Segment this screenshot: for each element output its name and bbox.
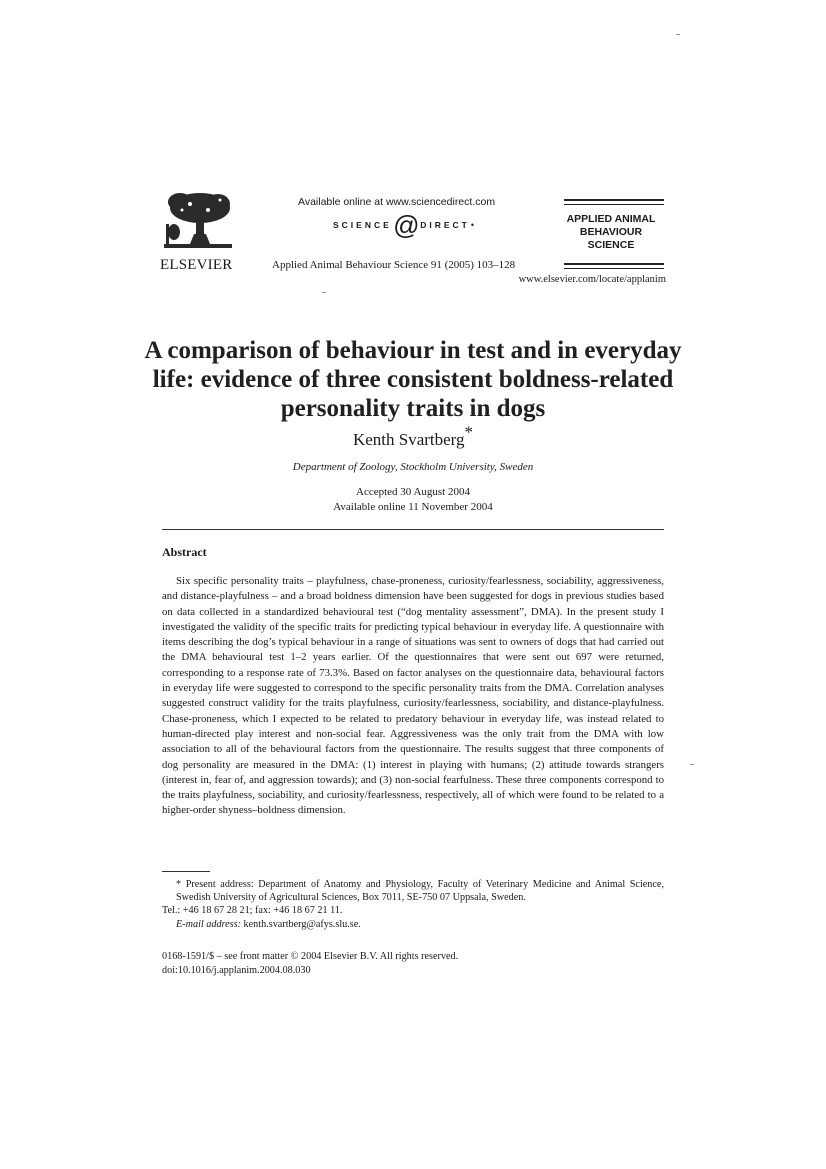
abstract-body: Six specific personality traits – playfulness, chase-proneness, curiosity/fearlessness, sociability, aggressiveness, and distance-playfulness – and a broad boldness dimension have been suggested for dogs in previous studies based on data collected in a standardized behavioural test (“dog mentality assessment”, DMA). In the present study I investigated the validity of the specific traits for predicting typical behaviour in everyday life. A questionnaire with items describing the dog’s typical behaviour in a range of situations was sent to owners of dogs that had carried out the DMA behavioural test 1–2 years earlier. Of the questionnaires that were sent out 697 were returned, corresponding to a response rate of 73.3%. Based on factor analyses on the questionnaire data, behavioural factors in everyday life were suggested to correspond to the specific personality traits from the DMA. Correlation analyses suggested construct validity for the traits playfulness, curiosity/fearlessness, sociability, and distance-playfulness. Chase-proneness, which I expected to be related to predatory behaviour in everyday life, was instead related to human-directed play interest and non-social fear. Aggressiveness was the only trait from the DMA with low association to all of the behavioural factors from the questionnaire. The results suggest that three components of dog personality are measured in the DMA: (1) interest in playing with humans; (2) attitude towards strangers (interest in, fear of, and aggression towards); and (3) non-social fearfulness. These three components correspond to the traits playfulness, sociability, and curiosity/fearlessness, respectively, all of which were found to be related to a higher-order shyness–boldness dimension.	[162, 575, 664, 817]
copyright-block	[162, 950, 664, 977]
sciencedirect-logo-dot: •	[470, 220, 474, 230]
sciencedirect-at-symbol: @	[392, 210, 420, 240]
copyright-line: 0168-1591/$ – see front matter © 2004 Elsevier B.V. All rights reserved.	[162, 951, 459, 962]
paper-title	[140, 336, 686, 423]
journal-rule-bottom	[564, 263, 664, 269]
footnote-email-address: kenth.svartberg@afys.slu.se.	[243, 918, 361, 930]
footnote-phone: Tel.: +46 18 67 28 21; fax: +46 18 67 21 11.	[162, 905, 343, 917]
abstract-heading: Abstract	[162, 545, 207, 559]
footnote-address: * Present address: Department of Anatomy and Physiology, Faculty of Veterinary Medicine and Animal Science, Swedish University of Agricultural Sciences, Box 7011, SE-750 07 Uppsala, Sweden.	[176, 879, 664, 904]
author-affiliation: Department of Zoology, Stockholm University, Sweden	[292, 461, 534, 473]
author-footnote-mark: *	[464, 422, 474, 442]
author-name: Kenth Svartberg	[352, 430, 465, 449]
journal-url: www.elsevier.com/locate/applanim	[518, 274, 666, 285]
publisher-name: ELSEVIER	[160, 257, 233, 273]
scan-mark	[322, 292, 326, 293]
accepted-date: Accepted 30 August 2004	[356, 486, 470, 498]
sciencedirect-logo-right: DIRECT	[420, 220, 470, 230]
doi: doi:10.1016/j.applanim.2004.08.030	[162, 964, 311, 976]
paper-title-line3: personality traits in dogs	[280, 395, 546, 422]
scan-mark	[676, 34, 680, 35]
journal-name-line3: SCIENCE	[587, 239, 635, 251]
journal-name-line2: BEHAVIOUR	[579, 226, 643, 238]
sciencedirect-logo-left: SCIENCE	[333, 220, 392, 230]
journal-citation: Applied Animal Behaviour Science 91 (2005) 103–128	[272, 259, 516, 271]
journal-rule-top	[564, 199, 664, 205]
author-line	[200, 422, 626, 450]
journal-name-line1: APPLIED ANIMAL	[566, 213, 656, 225]
journal-name	[556, 213, 666, 252]
scan-mark	[690, 764, 694, 765]
footnote-email-label: E-mail address:	[176, 918, 241, 930]
section-divider	[162, 529, 664, 530]
author-footnote	[162, 878, 664, 931]
elsevier-tree-logo	[160, 190, 236, 252]
footnote-email	[162, 918, 664, 931]
sciencedirect-logo	[333, 212, 474, 238]
paper-title-line1: A comparison of behaviour in test and in everyday	[144, 337, 682, 364]
footnote-divider	[162, 871, 210, 872]
paper-title-line2: life: evidence of three consistent boldness-related	[152, 366, 674, 393]
available-online-date: Available online 11 November 2004	[333, 501, 493, 513]
available-online-notice: Available online at www.sciencedirect.com	[298, 196, 496, 208]
